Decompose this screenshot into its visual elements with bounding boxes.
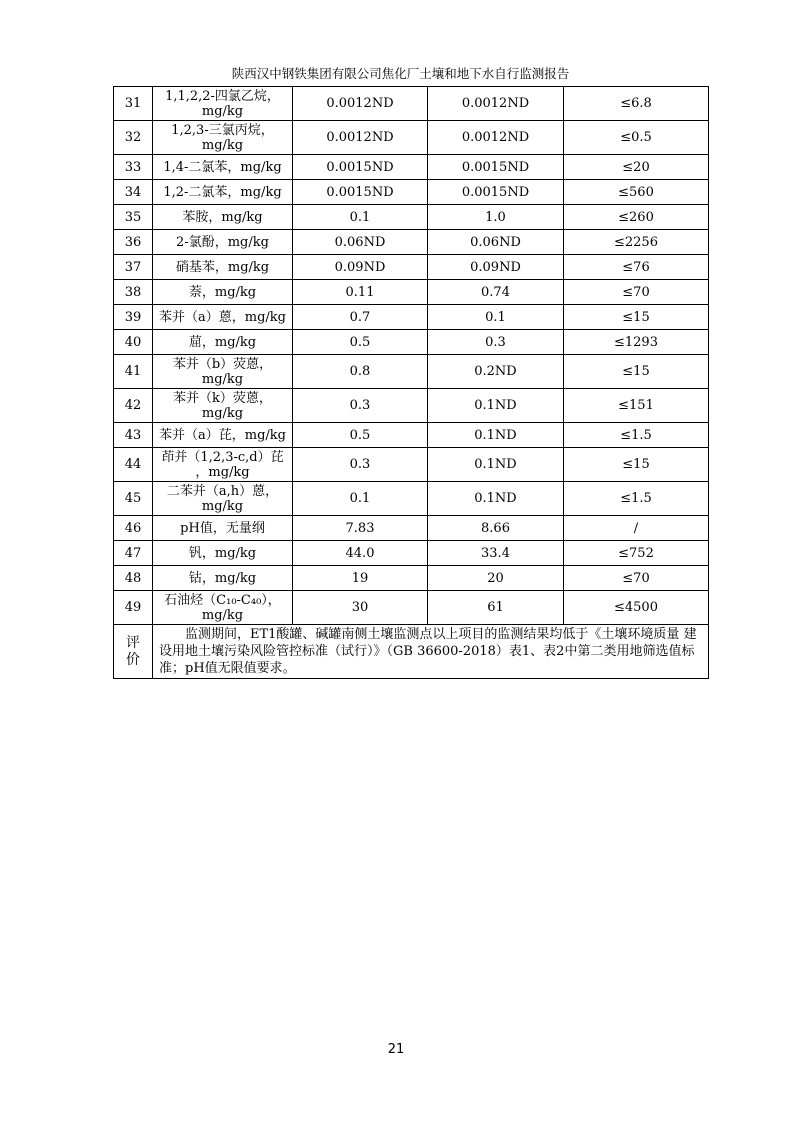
item-name-cell [153,255,293,280]
standard-limit-cell: ≤4500 [564,591,709,625]
result-value-2-cell: 0.3 [428,330,564,355]
item-name-cell [153,205,293,230]
item-name-line: 2-氯酚，mg/kg [176,234,269,250]
item-name-line: mg/kg [201,498,244,514]
result-value-2-cell: 0.1ND [428,482,564,516]
item-name-line: 二苯并（a,h）蒽， [166,483,279,499]
item-name-line: 1,1,2,2-四氯乙烷， [165,88,280,104]
table-row [114,541,709,566]
item-name-cell [153,516,293,541]
standard-limit-cell: / [564,516,709,541]
item-name-cell [153,423,293,448]
table-row [114,205,709,230]
item-name-line: mg/kg [201,371,244,387]
standard-limit-cell: ≤70 [564,280,709,305]
table-body [114,87,709,679]
standard-limit-cell: ≤15 [564,305,709,330]
row-number-cell: 44 [114,448,153,482]
standard-limit-cell: ≤1.5 [564,423,709,448]
result-value-2-cell: 0.09ND [428,255,564,280]
standard-limit-cell: ≤1293 [564,330,709,355]
item-name-line: 石油烃（C₁₀-C₄₀）， [164,592,281,608]
result-value-1-cell: 0.3 [293,389,428,423]
item-name-line: 苯胺，mg/kg [182,209,263,225]
result-value-1-cell: 0.0012ND [293,87,428,121]
result-value-2-cell: 0.0015ND [428,155,564,180]
standard-limit-cell: ≤20 [564,155,709,180]
item-name-cell [153,230,293,255]
result-value-1-cell: 44.0 [293,541,428,566]
table-row [114,423,709,448]
table-row [114,155,709,180]
table-row [114,330,709,355]
result-value-1-cell: 0.0015ND [293,155,428,180]
standard-limit-cell: ≤0.5 [564,121,709,155]
row-number-cell: 41 [114,355,153,389]
table-row [114,591,709,625]
row-number-cell: 31 [114,87,153,121]
item-name-cell [153,566,293,591]
item-name-line: mg/kg [201,137,244,153]
result-value-1-cell: 0.0015ND [293,180,428,205]
result-value-2-cell: 0.1ND [428,448,564,482]
standard-limit-cell: ≤76 [564,255,709,280]
item-name-cell [153,355,293,389]
row-number-cell: 37 [114,255,153,280]
table-row [114,305,709,330]
item-name-line: 茚并（1,2,3-c,d）芘 [161,449,284,465]
evaluation-label-cell [114,625,153,679]
result-value-2-cell: 20 [428,566,564,591]
item-name-cell [153,591,293,625]
result-value-1-cell: 0.1 [293,205,428,230]
item-name-line: 1,2,3-三氯丙烷， [171,122,274,138]
monitoring-results-table [113,86,709,679]
result-value-2-cell: 0.1 [428,305,564,330]
result-value-2-cell: 0.1ND [428,423,564,448]
item-name-cell [153,180,293,205]
row-number-cell: 42 [114,389,153,423]
result-value-1-cell: 0.5 [293,330,428,355]
table-row [114,180,709,205]
table-row [114,516,709,541]
item-name-cell [153,482,293,516]
table-row [114,448,709,482]
row-number-cell: 48 [114,566,153,591]
result-value-1-cell: 0.0012ND [293,121,428,155]
result-value-2-cell: 1.0 [428,205,564,230]
item-name-line: 苯并（k）荧蒽， [173,390,272,406]
standard-limit-cell: ≤15 [564,355,709,389]
result-value-2-cell: 0.0015ND [428,180,564,205]
row-number-cell: 47 [114,541,153,566]
row-number-cell: 40 [114,330,153,355]
row-number-cell: 32 [114,121,153,155]
evaluation-label-char: 评 [126,634,140,651]
result-value-1-cell: 0.1 [293,482,428,516]
standard-limit-cell: ≤6.8 [564,87,709,121]
table-row [114,355,709,389]
table-row [114,566,709,591]
item-name-line: mg/kg [201,405,244,421]
table-row [114,87,709,121]
result-value-2-cell: 61 [428,591,564,625]
item-name-line: 钴，mg/kg [188,570,257,586]
result-value-2-cell: 0.06ND [428,230,564,255]
standard-limit-cell: ≤2256 [564,230,709,255]
standard-limit-cell: ≤151 [564,389,709,423]
row-number-cell: 38 [114,280,153,305]
page-number: 21 [387,1042,405,1057]
evaluation-row [114,625,709,679]
result-value-2-cell: 0.0012ND [428,121,564,155]
page-header: 陕西汉中钢铁集团有限公司焦化厂土壤和地下水自行监测报告 [231,66,570,81]
item-name-line: 䓛，mg/kg [188,334,257,350]
item-name-line: 硝基苯，mg/kg [175,259,270,275]
result-value-2-cell: 0.74 [428,280,564,305]
standard-limit-cell: ≤70 [564,566,709,591]
item-name-cell [153,305,293,330]
item-name-cell [153,155,293,180]
item-name-cell [153,280,293,305]
result-value-1-cell: 0.8 [293,355,428,389]
result-value-1-cell: 0.7 [293,305,428,330]
result-value-1-cell: 0.11 [293,280,428,305]
row-number-cell: 34 [114,180,153,205]
item-name-line: mg/kg [201,607,244,623]
item-name-line: 苯并（a）芘，mg/kg [159,427,286,443]
row-number-cell: 36 [114,230,153,255]
standard-limit-cell: ≤15 [564,448,709,482]
evaluation-label-char: 价 [126,651,140,668]
result-value-2-cell: 0.0012ND [428,87,564,121]
item-name-line: 钒，mg/kg [188,545,257,561]
item-name-line: mg/kg [201,103,244,119]
evaluation-text: 监测期间，ET1酸罐、碱罐南侧土壤监测点以上项目的监测结果均低于《土壤环境质量 建设用地土壤污染风险管控标准（试行）》（GB 36600-2018）表1、表2中第二类用地筛选值标准；pH值无限值要求。 [153,625,709,679]
result-value-1-cell: 7.83 [293,516,428,541]
item-name-cell [153,121,293,155]
row-number-cell: 35 [114,205,153,230]
item-name-line: 苯并（a）蒽，mg/kg [159,309,286,325]
item-name-line: 苯并（b）荧蒽， [172,356,273,372]
row-number-cell: 43 [114,423,153,448]
result-value-1-cell: 30 [293,591,428,625]
item-name-cell [153,87,293,121]
item-name-cell [153,330,293,355]
item-name-line: 萘，mg/kg [188,284,257,300]
result-value-1-cell: 0.3 [293,448,428,482]
standard-limit-cell: ≤1.5 [564,482,709,516]
standard-limit-cell: ≤560 [564,180,709,205]
row-number-cell: 46 [114,516,153,541]
item-name-line: 1,2-二氯苯，mg/kg [163,184,282,200]
item-name-line: ，mg/kg [195,464,250,480]
result-value-1-cell: 0.5 [293,423,428,448]
table-row [114,121,709,155]
result-value-2-cell: 8.66 [428,516,564,541]
table-row [114,389,709,423]
table-row [114,482,709,516]
result-value-1-cell: 0.09ND [293,255,428,280]
row-number-cell: 39 [114,305,153,330]
item-name-cell [153,541,293,566]
item-name-cell [153,448,293,482]
item-name-line: 1,4-二氯苯，mg/kg [163,159,282,175]
item-name-line: pH值，无量纲 [180,520,265,536]
item-name-cell [153,389,293,423]
standard-limit-cell: ≤752 [564,541,709,566]
row-number-cell: 45 [114,482,153,516]
result-value-2-cell: 33.4 [428,541,564,566]
table-row [114,230,709,255]
table-row [114,280,709,305]
row-number-cell: 49 [114,591,153,625]
table-row [114,255,709,280]
standard-limit-cell: ≤260 [564,205,709,230]
result-value-2-cell: 0.1ND [428,389,564,423]
row-number-cell: 33 [114,155,153,180]
result-value-1-cell: 0.06ND [293,230,428,255]
result-value-2-cell: 0.2ND [428,355,564,389]
result-value-1-cell: 19 [293,566,428,591]
